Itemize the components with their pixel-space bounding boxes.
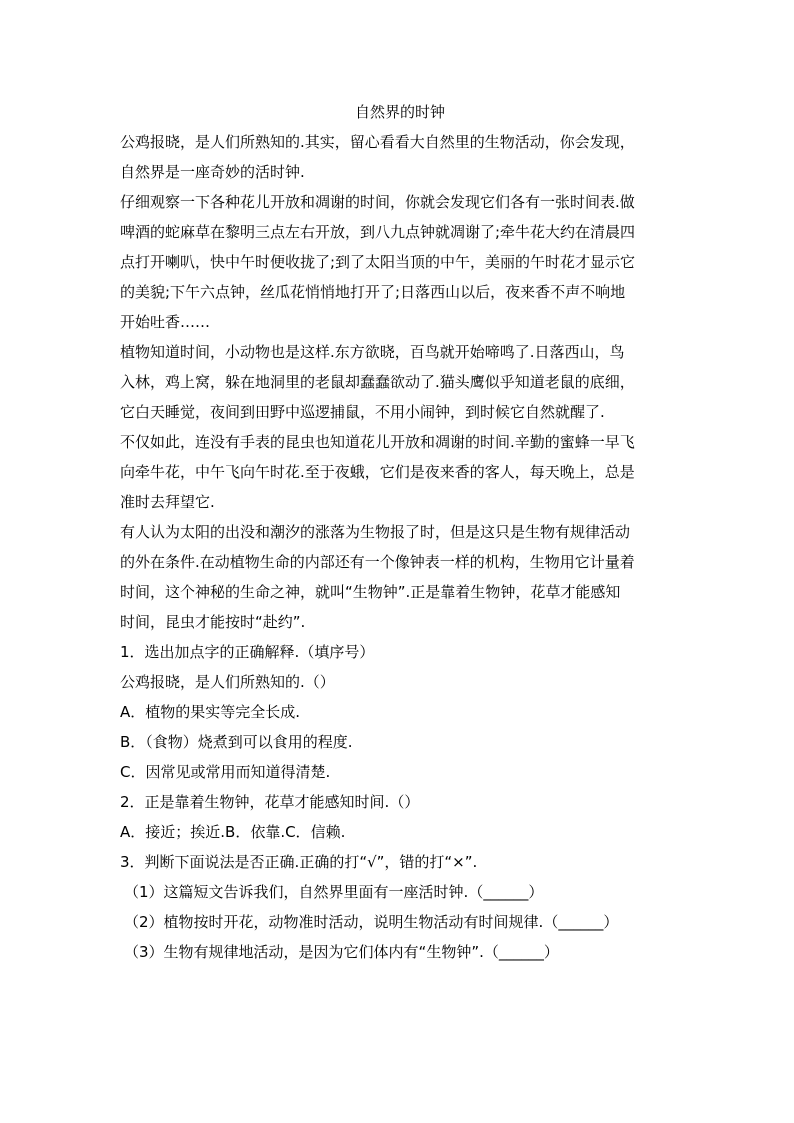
text-line: 的外在条件.在动植物生命的内部还有一个像钟表一样的机构，生物用它计量着 [120,553,635,571]
question-2-title: 2．正是靠着生物钟，花草才能感知时间.（） [120,793,420,811]
text-line: 啤酒的蛇麻草在黎明三点左右开放，到八九点钟就凋谢了;牵牛花大约在清晨四 [120,223,636,241]
paragraph-4 [120,427,680,517]
question-3-title: 3．判断下面说法是否正确.正确的打“√”，错的打“×”. [120,853,478,871]
question-1-title: 1．选出加点字的正确解释.（填序号） [120,643,375,661]
question-3-item-3: （3）生物有规律地活动，是因为它们体内有“生物钟”.（______） [124,943,559,961]
document-title: 自然界的时钟 [354,103,445,121]
question-3-item-1: （1）这篇短文告诉我们，自然界里面有一座活时钟.（______） [124,883,544,901]
question-1-option-b: B．（食物）烧煮到可以食用的程度. [120,733,353,751]
question-1-option-c: C．因常见或常用而知道得清楚. [120,763,331,781]
text-line: 不仅如此，连没有手表的昆虫也知道花儿开放和凋谢的时间.辛勤的蜜蜂一早飞 [120,433,635,451]
paragraph-1 [120,127,680,187]
question-1-sentence: 公鸡报晓，是人们所熟知的.（） [120,673,335,691]
text-line: 植物知道时间，小动物也是这样.东方欲晓，百鸟就开始啼鸣了.日落西山，鸟 [120,343,625,361]
paragraph-3 [120,337,680,427]
text-line: 公鸡报晓，是人们所熟知的.其实，留心看看大自然里的生物活动，你会发现， [120,133,635,151]
text-line: 它白天睡觉，夜间到田野中巡逻捕鼠，不用小闹钟，到时候它自然就醒了. [120,403,605,421]
question-2-options: A．接近；挨近.B．依靠.C．信赖. [120,823,346,841]
questions [120,637,680,967]
text-line: 准时去拜望它. [120,493,215,511]
question-3-item-2: （2）植物按时开花，动物准时活动，说明生物活动有时间规律.（______） [124,913,619,931]
text-line: 点打开喇叭，快中午时便收拢了;到了太阳当顶的中午，美丽的午时花才显示它 [120,253,636,271]
text-line: 自然界是一座奇妙的活时钟. [120,163,305,181]
text-line: 开始吐香…… [120,313,211,331]
text-line: 时间，昆虫才能按时“赴约”. [120,613,306,631]
document-page [120,97,680,967]
text-line: 入林，鸡上窝，躲在地洞里的老鼠却蠢蠢欲动了.猫头鹰似乎知道老鼠的底细， [120,373,635,391]
text-line: 的美貌;下午六点钟，丝瓜花悄悄地打开了;日落西山以后，夜来香不声不响地 [120,283,626,301]
passage [120,127,680,637]
text-line: 时间，这个神秘的生命之神，就叫“生物钟”.正是靠着生物钟，花草才能感知 [120,583,621,601]
paragraph-2 [120,187,680,337]
text-line: 有人认为太阳的出没和潮汐的涨落为生物报了时，但是这只是生物有规律活动 [120,523,631,541]
text-line: 向牵牛花，中午飞向午时花.至于夜蛾，它们是夜来香的客人，每天晚上，总是 [120,463,635,481]
paragraph-5 [120,517,680,637]
question-1-option-a: A．植物的果实等完全长成. [120,703,301,721]
text-line: 仔细观察一下各种花儿开放和凋谢的时间，你就会发现它们各有一张时间表.做 [120,193,635,211]
